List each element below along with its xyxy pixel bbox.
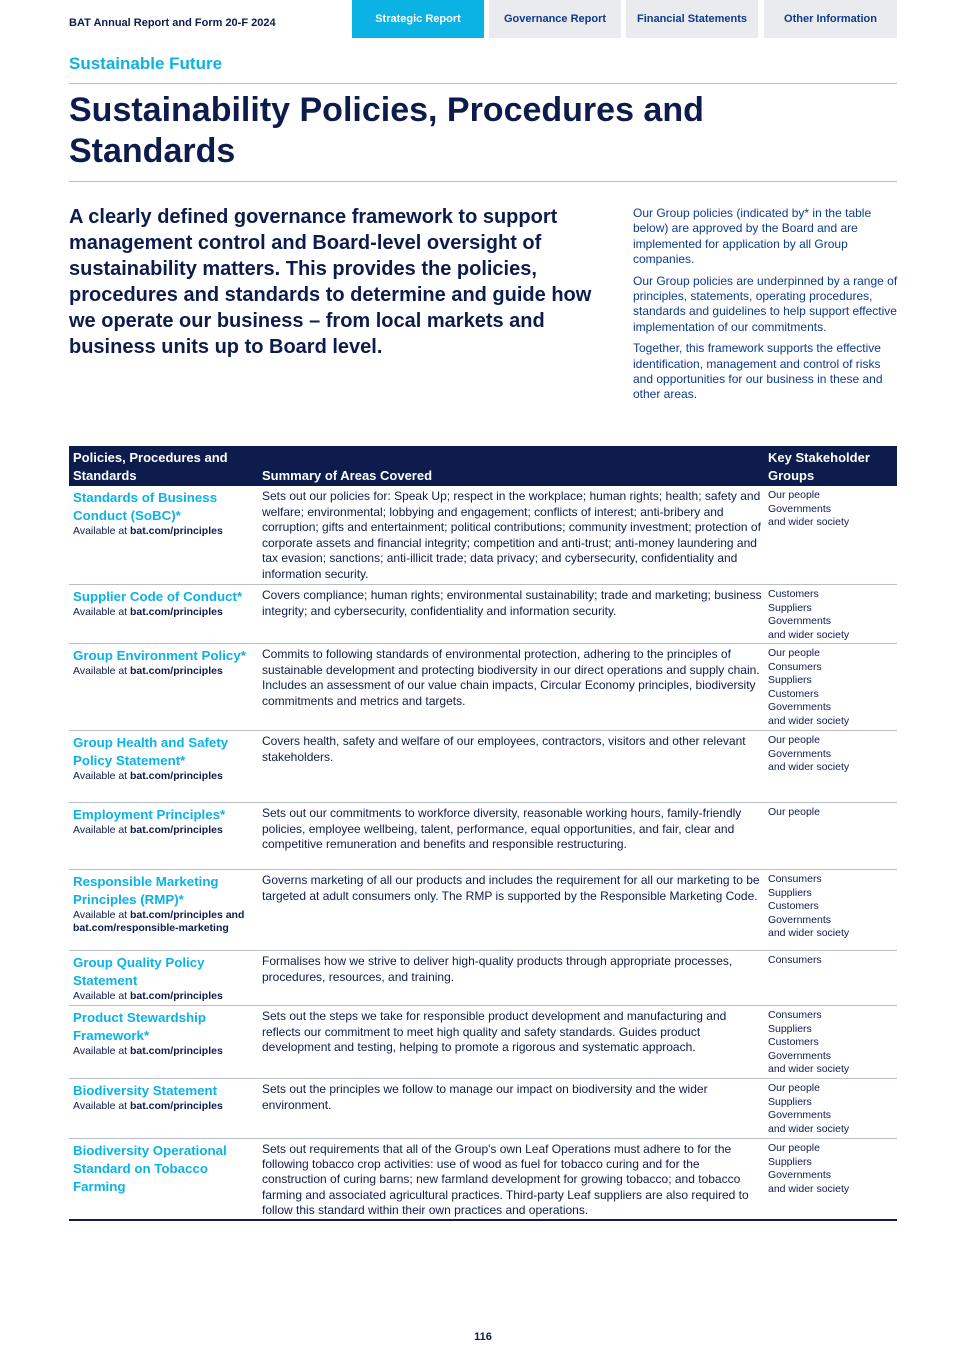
policy-name: Responsible Marketing Principles (RMP)*: [73, 874, 219, 907]
stakeholder: Our people: [768, 734, 820, 746]
table-row: [69, 803, 897, 870]
principles-link[interactable]: bat.com/principles: [130, 1045, 223, 1057]
availability-note: Available at bat.com/principles: [73, 1045, 223, 1057]
stakeholder: and wider society: [768, 761, 850, 774]
availability-note: Available at bat.com/principles: [73, 990, 223, 1002]
side-paragraph: Together, this framework supports the effective identification, management and control of risks and opportunities for our business in these and other areas.: [633, 341, 883, 402]
availability-note: Available at bat.com/principles and bat.com/responsible-marketing: [73, 909, 245, 934]
principles-link[interactable]: bat.com/principles: [130, 606, 223, 618]
tab-strategic-report[interactable]: Strategic Report: [352, 0, 484, 38]
stakeholder-groups: [768, 647, 896, 729]
stakeholder-groups: [768, 1009, 896, 1077]
stakeholder: Consumers: [768, 873, 822, 885]
table-row: [69, 951, 897, 1006]
table-row: [69, 1006, 897, 1079]
stakeholder: Consumers: [768, 660, 822, 673]
policy-summary: Sets out the principles we follow to manage our impact on biodiversity and the wider environment.: [262, 1082, 708, 1112]
availability-note: Available at bat.com/principles: [73, 665, 223, 677]
responsible-marketing-link[interactable]: and bat.com/responsible-marketing: [73, 909, 245, 934]
policy-summary: Covers health, safety and welfare of our employees, contractors, visitors and other relevant stakeholders.: [262, 734, 746, 764]
section-label: Sustainable Future: [69, 54, 223, 73]
page-number: 116: [474, 1331, 492, 1343]
stakeholder: and wider society: [768, 516, 850, 529]
stakeholder-groups: [768, 1142, 896, 1196]
stakeholder: Governments: [768, 747, 832, 760]
stakeholder: Governments: [768, 615, 832, 628]
policy-summary: Commits to following standards of environmental protection, adhering to the principles of sustainable development and protecting biodiversity in our direct operations and supply chain. Includes an assessment of our value chain impacts, Circular Economy principles, biodiversity commitments and metrics and targets.: [262, 647, 760, 708]
stakeholder: Governments: [768, 701, 832, 714]
principles-link[interactable]: bat.com/principles: [130, 1100, 223, 1112]
stakeholder: Suppliers: [768, 601, 812, 614]
principles-link[interactable]: bat.com/principles: [130, 525, 223, 537]
table-row: [69, 1079, 897, 1139]
stakeholder: and wider society: [768, 1122, 850, 1135]
availability-note: Available at bat.com/principles: [73, 824, 223, 836]
stakeholder: Our people: [768, 806, 820, 818]
principles-link[interactable]: bat.com/principles: [130, 665, 223, 677]
stakeholder: Governments: [768, 1109, 832, 1122]
stakeholder: Customers: [768, 588, 819, 600]
document-title: BAT Annual Report and Form 20-F 2024: [69, 17, 276, 29]
side-paragraph: Our Group policies (indicated by* in the table below) are approved by the Board and are implemented for application by all Group companies.: [633, 206, 872, 267]
policy-summary: Sets out our policies for: Speak Up; respect in the workplace; human rights; health; safety and welfare; environmental; lobbying and engagement; conflicts of interest; anti-bribery and corruption; gifts and entertainment; political contributions; community investment; protection of corporate assets and financial integrity; competition and anti-trust; anti-money laundering and tax evasion; sanctions; anti-illicit trade; data privacy; and cybersecurity, confidentiality and information security.: [262, 489, 761, 581]
principles-link[interactable]: bat.com/principles: [130, 990, 223, 1002]
intro-statement: A clearly defined governance framework to support management control and Board-level oversight of sustainability matters. This provides the policies, procedures and standards to determine and guide how we operate our business – from local markets and business units up to Board level.: [69, 206, 592, 358]
stakeholder: Governments: [768, 1169, 832, 1182]
header-stakeholders: Key Stakeholder Groups: [768, 450, 870, 483]
policy-name: Standards of Business Conduct (SoBC)*: [73, 490, 218, 523]
stakeholder: Consumers: [768, 954, 822, 966]
stakeholder: Customers: [768, 1036, 819, 1049]
principles-link[interactable]: bat.com/principles: [130, 824, 223, 836]
header-summary: Summary of Areas Covered: [262, 468, 433, 483]
policies-table: [69, 446, 897, 1221]
policy-summary: Formalises how we strive to deliver high-quality products through appropriate processes, procedures, resources, and training.: [262, 954, 733, 984]
stakeholder-groups: [768, 588, 896, 642]
policy-name: Biodiversity Operational Standard on Tobacco Farming: [73, 1143, 227, 1194]
policy-name: Group Health and Safety Policy Statement*: [73, 735, 229, 768]
stakeholder: Governments: [768, 913, 832, 926]
stakeholder: Customers: [768, 900, 819, 913]
policy-name: Supplier Code of Conduct*: [73, 589, 243, 604]
principles-link[interactable]: bat.com/principles: [130, 909, 223, 921]
stakeholder-groups: [768, 873, 896, 941]
stakeholder: Our people: [768, 647, 820, 659]
stakeholder-groups: [768, 734, 896, 775]
header-policies: Policies, Procedures and Standards: [73, 450, 228, 483]
policy-summary: Governs marketing of all our products and includes the requirement for all our marketing to be targeted at adult consumers only. The RMP is supported by the Responsible Marketing Code.: [262, 873, 760, 903]
policy-name: Product Stewardship Framework*: [73, 1010, 206, 1043]
policy-name: Biodiversity Statement: [73, 1083, 218, 1098]
policy-summary: Sets out our commitments to workforce diversity, reasonable working hours, family-friendly policies, employee wellbeing, talent, performance, equal opportunities, and fair, clear and competitive remuneration and benefits and responsible restructuring.: [262, 806, 742, 852]
policy-name: Group Environment Policy*: [73, 648, 246, 663]
availability-note: Available at bat.com/principles: [73, 606, 223, 618]
tab-other-information[interactable]: Other Information: [764, 0, 897, 38]
table-row: [69, 644, 897, 731]
stakeholder: Consumers: [768, 1009, 822, 1021]
stakeholder-groups: [768, 806, 896, 820]
stakeholder: and wider society: [768, 1063, 850, 1076]
policy-summary: Covers compliance; human rights; environmental sustainability; trade and marketing; business integrity; and cybersecurity, confidentiality and information security.: [262, 588, 762, 618]
stakeholder-groups: [768, 489, 896, 530]
stakeholder-groups: [768, 954, 896, 968]
stakeholder: Suppliers: [768, 674, 812, 687]
stakeholder: Our people: [768, 1082, 820, 1094]
table-row: [69, 731, 897, 803]
page-title: Sustainability Policies, Procedures and Standards: [69, 91, 704, 170]
stakeholder: Governments: [768, 502, 832, 515]
table-row: [69, 870, 897, 951]
availability-note: Available at bat.com/principles: [73, 1100, 223, 1112]
stakeholder: and wider society: [768, 1182, 850, 1195]
table-row: [69, 1139, 897, 1221]
table-row: [69, 585, 897, 644]
divider-top: [69, 83, 897, 84]
top-navigation-bar: [0, 0, 966, 38]
tab-financial-statements[interactable]: Financial Statements: [626, 0, 758, 38]
principles-link[interactable]: bat.com/principles: [130, 770, 223, 782]
stakeholder: Suppliers: [768, 1155, 812, 1168]
tab-governance-report[interactable]: Governance Report: [489, 0, 621, 38]
policy-summary: Sets out requirements that all of the Group's own Leaf Operations must adhere to for the following tobacco crop activities: use of wood as fuel for tobacco curing and for the construction of curing barns; new farmland development for growing tobacco; and tobacco farming and associated agricultural practices. Third-party Leaf suppliers are also required to follow this standard within their own practices and operations.: [262, 1142, 749, 1217]
availability-note: Available at bat.com/principles: [73, 525, 223, 537]
stakeholder: and wider society: [768, 714, 850, 727]
table-row: [69, 486, 897, 585]
stakeholder: Suppliers: [768, 1022, 812, 1035]
table-header: [69, 446, 897, 486]
policy-summary: Sets out the steps we take for responsible product development and manufacturing and reflects our commitment to meet high quality and safety standards. Guides product development and testing, helping to promote a rigorous and systematic approach.: [262, 1009, 727, 1055]
stakeholder: Our people: [768, 489, 820, 501]
stakeholder: and wider society: [768, 628, 850, 641]
availability-note: Available at bat.com/principles: [73, 770, 223, 782]
stakeholder: Suppliers: [768, 886, 812, 899]
stakeholder: Customers: [768, 687, 819, 700]
side-paragraph: Our Group policies are underpinned by a range of principles, statements, operating procedures, standards and guidelines to help support effective implementation of our commitments.: [633, 273, 898, 334]
stakeholder: Governments: [768, 1049, 832, 1062]
stakeholder: Suppliers: [768, 1095, 812, 1108]
stakeholder: and wider society: [768, 927, 850, 940]
stakeholder: Our people: [768, 1142, 820, 1154]
policy-name: Group Quality Policy Statement: [73, 955, 205, 988]
stakeholder-groups: [768, 1082, 896, 1136]
divider-title: [69, 181, 897, 182]
policy-name: Employment Principles*: [73, 807, 226, 822]
side-notes: [633, 206, 899, 409]
